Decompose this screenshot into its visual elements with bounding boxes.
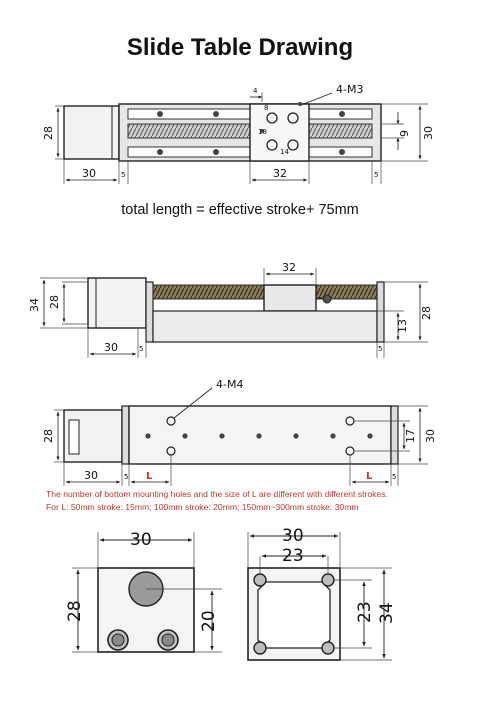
motor-body — [64, 106, 119, 159]
dim-5-left: 5 — [124, 473, 129, 481]
dim-30: 30 — [104, 341, 118, 354]
dim-28: 28 — [42, 126, 55, 140]
stroke-note-line-2: For L: 50mm stroke: 15mm; 100mm stroke: 20mm; 150mm~300mm stroke: 30mm — [46, 502, 359, 512]
dim-20: 20 — [199, 610, 219, 632]
side-view — [28, 261, 433, 358]
motor-body — [88, 278, 146, 328]
dim-32: 32 — [282, 261, 296, 274]
rail-body — [153, 311, 377, 342]
dim-8: 8 — [264, 104, 269, 112]
dim-5-left: 5 — [139, 345, 144, 353]
dim-l-right: L — [366, 471, 373, 482]
dim-5-right: 5 — [392, 473, 397, 481]
motor-flange-view — [248, 526, 397, 660]
dim-4: 4 — [253, 87, 258, 95]
dim-30: 30 — [84, 469, 98, 482]
dim-34: 34 — [377, 602, 397, 624]
slide-block — [264, 285, 316, 311]
dim-23-right: 23 — [355, 601, 375, 623]
total-length-caption: total length = effective stroke+ 75mm — [121, 202, 359, 218]
dim-5-right: 5 — [378, 345, 383, 353]
dim-14: 14 — [280, 148, 289, 156]
dim-30: 30 — [130, 530, 152, 550]
dim-32: 32 — [273, 167, 287, 180]
dim-30-right: 30 — [424, 429, 437, 443]
dim-l-left: L — [146, 471, 153, 482]
stroke-note-line-1: The number of bottom mounting holes and the size of L are different with different strokes. — [46, 489, 388, 499]
dim-13: 13 — [396, 319, 409, 333]
end-view — [65, 530, 222, 652]
dim-28-right: 28 — [420, 306, 433, 320]
lead-screw — [153, 285, 265, 299]
dim-34: 34 — [28, 298, 41, 312]
dim-17: 17 — [404, 429, 417, 443]
dim-5-left: 5 — [121, 171, 126, 179]
bottom-view — [42, 378, 437, 486]
dim-30-right: 30 — [422, 126, 435, 140]
dim-30: 30 — [282, 526, 304, 546]
drawing-title: Slide Table Drawing — [126, 34, 354, 61]
label-4-m4: 4-M4 — [216, 378, 244, 391]
dim-28: 28 — [65, 600, 85, 622]
dim-28: 28 — [42, 429, 55, 443]
label-4-m3: 4-M3 — [336, 83, 364, 96]
dim-28: 28 — [48, 295, 61, 309]
dim-23-top: 23 — [282, 546, 304, 566]
dim-18: 18 — [258, 128, 267, 136]
dim-9: 9 — [398, 130, 411, 137]
dim-30-left: 30 — [82, 167, 96, 180]
top-view — [42, 83, 435, 184]
dim-5-right: 5 — [374, 171, 379, 179]
